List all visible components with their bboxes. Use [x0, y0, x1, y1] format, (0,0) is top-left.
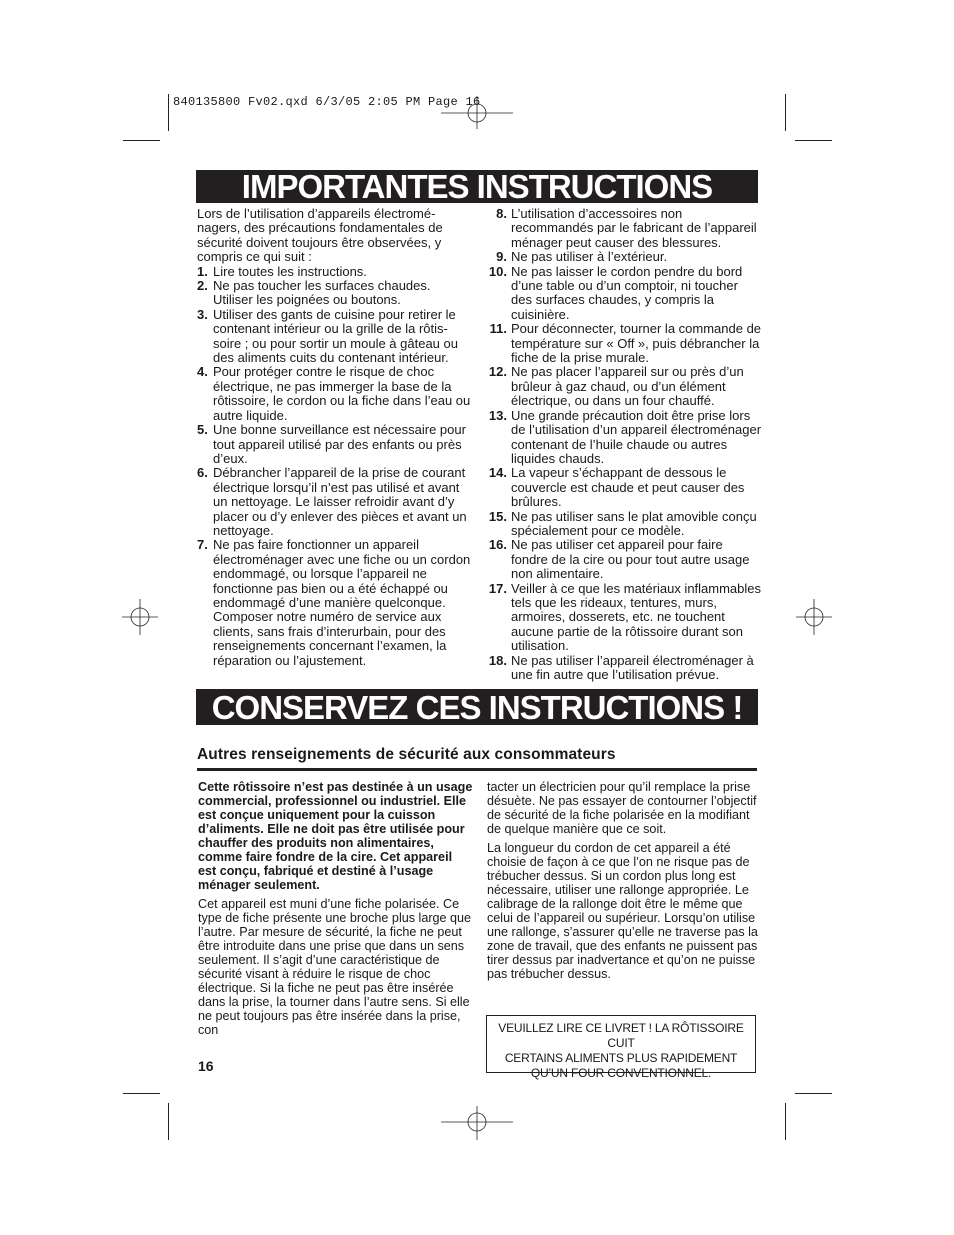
crop-mark-top-right-h — [795, 140, 832, 141]
list-item — [197, 279, 471, 308]
item-text: Une grande précaution doit être prise lors de l’utilisation d’un appareil électroménager contenant de l’huile chaude ou autres liquides chauds. — [511, 407, 762, 466]
notice-line: VEUILLEZ LIRE CE LIVRET ! LA RÔTISSOIRE CUIT — [498, 1021, 744, 1050]
registration-mark-left-icon — [122, 599, 158, 635]
list-item — [484, 207, 762, 250]
item-number: 2. — [197, 278, 208, 294]
item-text: Ne pas utiliser l’appareil électroménager à une fin autre que l’utilisation prévue. — [511, 652, 754, 682]
item-text: Pour déconnecter, tourner la commande de température sur « Off », puis débrancher la fiche de la prise murale. — [511, 321, 762, 366]
item-text: Ne pas laisser le cordon pendre du bord d’une table ou d’un comptoir, ni toucher des surfaces chaudes, y compris la cuisinière. — [511, 263, 743, 322]
item-number: 9. — [496, 249, 507, 265]
item-number: 18. — [488, 652, 507, 668]
item-number: 4. — [197, 364, 208, 380]
item-text: Veiller à ce que les matériaux inflammables tels que les rideaux, tentures, murs, armoires, dosserets, etc. ne touchent aucune partie de la rôtissoire durant son utilisation. — [511, 580, 762, 654]
registration-mark-top-icon — [459, 96, 495, 132]
item-number: 17. — [488, 580, 507, 596]
list-item — [484, 582, 762, 654]
item-number: 12. — [488, 364, 507, 380]
crop-mark-top-right-v — [785, 94, 786, 131]
item-number: 11. — [489, 321, 507, 337]
list-item — [484, 409, 762, 467]
banner-important-instructions: IMPORTANTES INSTRUCTIONS — [196, 170, 758, 203]
item-text: L’utilisation d’accessoires non recommandés par le fabricant de l’appareil ménager peut causer des blessures. — [511, 206, 757, 250]
list-item — [197, 423, 471, 466]
item-number: 5. — [197, 422, 208, 438]
list-item — [197, 365, 471, 423]
list-item — [484, 538, 762, 581]
list-item — [197, 466, 471, 538]
printer-slug: 840135800 Fv02.qxd 6/3/05 2:05 PM Page 16 — [173, 95, 481, 109]
item-number: 3. — [197, 306, 208, 322]
item-text: Débrancher l’appareil de la prise de courant électrique lorsqu’il n’est pas utilisé et avant un nettoyage. Le laisser refroidir avant d’y placer ou d’y enlever des pièces et avant un nettoyage. — [213, 465, 467, 538]
cooking-notice-box — [486, 1015, 756, 1080]
item-text: Ne pas faire fonctionner un appareil électroménager avec une fiche ou un cordon endommagé, ou lorsque l’appareil ne fonctionne pas bien ou a été échappé ou endommagé d’une manière quelconque. Composer notre numéro de service aux clients, sans frais d’interurbain, pour des renseignements concernant l’examen, la réparation ou l’ajustement. — [213, 537, 471, 668]
safety-list-left — [197, 265, 471, 668]
crop-mark-bottom-left-h — [123, 1093, 160, 1094]
item-text: Ne pas utiliser cet appareil pour faire fondre de la cire ou pour tout autre usage non alimentaire. — [511, 537, 750, 582]
item-number: 10. — [488, 263, 507, 279]
item-text: Utiliser des gants de cuisine pour retirer le contenant intérieur ou la grille de la rôtissoire ; ou pour sortir un moule à gâteau ou des aliments cuits du contenant intérieur. — [213, 306, 458, 366]
subheading-rule — [197, 768, 757, 771]
list-item — [197, 538, 471, 668]
item-text: Pour protéger contre le risque de choc électrique, ne pas immerger la base de la rôtissoire, le cordon ou la fiche dans l’eau ou autre liquide. — [213, 364, 471, 423]
list-item — [484, 365, 762, 408]
crop-mark-bottom-left-v — [168, 1103, 169, 1140]
item-number: 7. — [197, 537, 208, 553]
intro-paragraph: Lors de l’utilisation d’appareils électroménagers, des précautions fondamentales de sécurité doivent toujours être observées, y compris ce qui suit : — [197, 206, 443, 265]
list-item — [197, 308, 471, 366]
notice-line: QU’UN FOUR CONVENTIONNEL. — [530, 1066, 712, 1080]
item-text: La vapeur s’échappant de dessous le couvercle est chaude et peut causer des brûlures. — [511, 465, 745, 510]
section-subheading: Autres renseignements de sécurité aux consommateurs — [197, 746, 616, 763]
commercial-use-warning: Cette rôtissoire n’est pas destinée à un usage commercial, professionnel ou industriel. Elle est conçue uniquement pour la cuisson d’aliments. Elle ne doit pas être utilisée pour chauffer des produits non alimentaires, comme faire fondre de la cire. Cet appareil est conçu, fabriqué et destiné à l’usage ménager seulement. — [198, 780, 473, 892]
instructions-left-column — [197, 207, 471, 668]
item-text: Ne pas toucher les surfaces chaudes. Utiliser les poignées ou boutons. — [213, 278, 431, 308]
item-text: Une bonne surveillance est nécessaire pour tout appareil utilisé par des enfants ou près d’eux. — [213, 422, 466, 466]
item-number: 16. — [488, 537, 507, 553]
notice-line: CERTAINS ALIMENTS PLUS RAPIDEMENT — [504, 1051, 738, 1065]
polarized-plug-paragraph: Cet appareil est muni d’une fiche polarisée. Ce type de fiche présente une broche plus large que l’autre. Par mesure de sécurité, la fiche ne peut être introduite dans une prise que dans un sens seulement. Il s’agit d’une caractéristique de sécurité visant à réduire le risque de choc électrique. Si la fiche ne peut pas être insérée dans la prise, la tourner dans l’autre sens. Si elle ne peut toujours pas être insérée dans la prise, con — [198, 897, 472, 1037]
item-text: Lire toutes les instructions. — [213, 263, 367, 279]
list-item — [484, 466, 762, 509]
item-text: Ne pas utiliser à l’extérieur. — [511, 249, 668, 265]
item-number: 8. — [496, 206, 507, 221]
crop-mark-bottom-right-v — [785, 1103, 786, 1140]
list-item — [484, 510, 762, 539]
registration-mark-right-icon — [796, 599, 832, 635]
item-text: Ne pas placer l’appareil sur ou près d’un brûleur à gaz chaud, ou d’un élément électrique, ou dans un four chauffé. — [511, 364, 744, 409]
list-item — [484, 250, 762, 264]
registration-mark-bottom-icon — [459, 1104, 495, 1140]
item-number: 6. — [197, 465, 208, 481]
item-number: 13. — [488, 407, 507, 423]
item-number: 14. — [488, 465, 507, 481]
list-item — [484, 654, 762, 683]
crop-mark-top-left-h — [123, 140, 160, 141]
polarized-plug-continued: tacter un électricien pour qu’il remplace la prise désuète. Ne pas essayer de contourner l’objectif de sécurité de la fiche polarisée en la modifiant de quelque manière que ce soit. — [487, 780, 757, 836]
consumer-info-right-column — [487, 780, 762, 986]
crop-mark-top-left-v — [168, 94, 169, 131]
item-number: 15. — [488, 508, 507, 524]
consumer-info-left-column — [198, 780, 473, 1042]
crop-mark-bottom-right-h — [795, 1093, 832, 1094]
instructions-right-column — [484, 207, 762, 682]
list-item — [484, 322, 762, 365]
safety-list-right — [484, 207, 762, 682]
banner-save-instructions: CONSERVEZ CES INSTRUCTIONS ! — [196, 689, 758, 725]
page-number: 16 — [198, 1058, 214, 1074]
cord-length-paragraph: La longueur du cordon de cet appareil a été choisie de façon à ce que l’on ne risque pas de trébucher dessus. Si un cordon plus long est nécessaire, utiliser une rallonge appropriée. Le calibrage de la rallonge doit être le même que celui de l’appareil ou supérieur. Lorsqu’on utilise une rallonge, s’assurer qu’elle ne traverse pas la zone de travail, que des enfants ne puissent pas tirer dessus par inadvertance et qu’on ne puisse pas trébucher dessus. — [487, 841, 758, 981]
item-number: 1. — [197, 263, 208, 279]
list-item — [197, 265, 471, 279]
item-text: Ne pas utiliser sans le plat amovible conçu spécialement pour ce modèle. — [511, 508, 757, 538]
list-item — [484, 265, 762, 323]
